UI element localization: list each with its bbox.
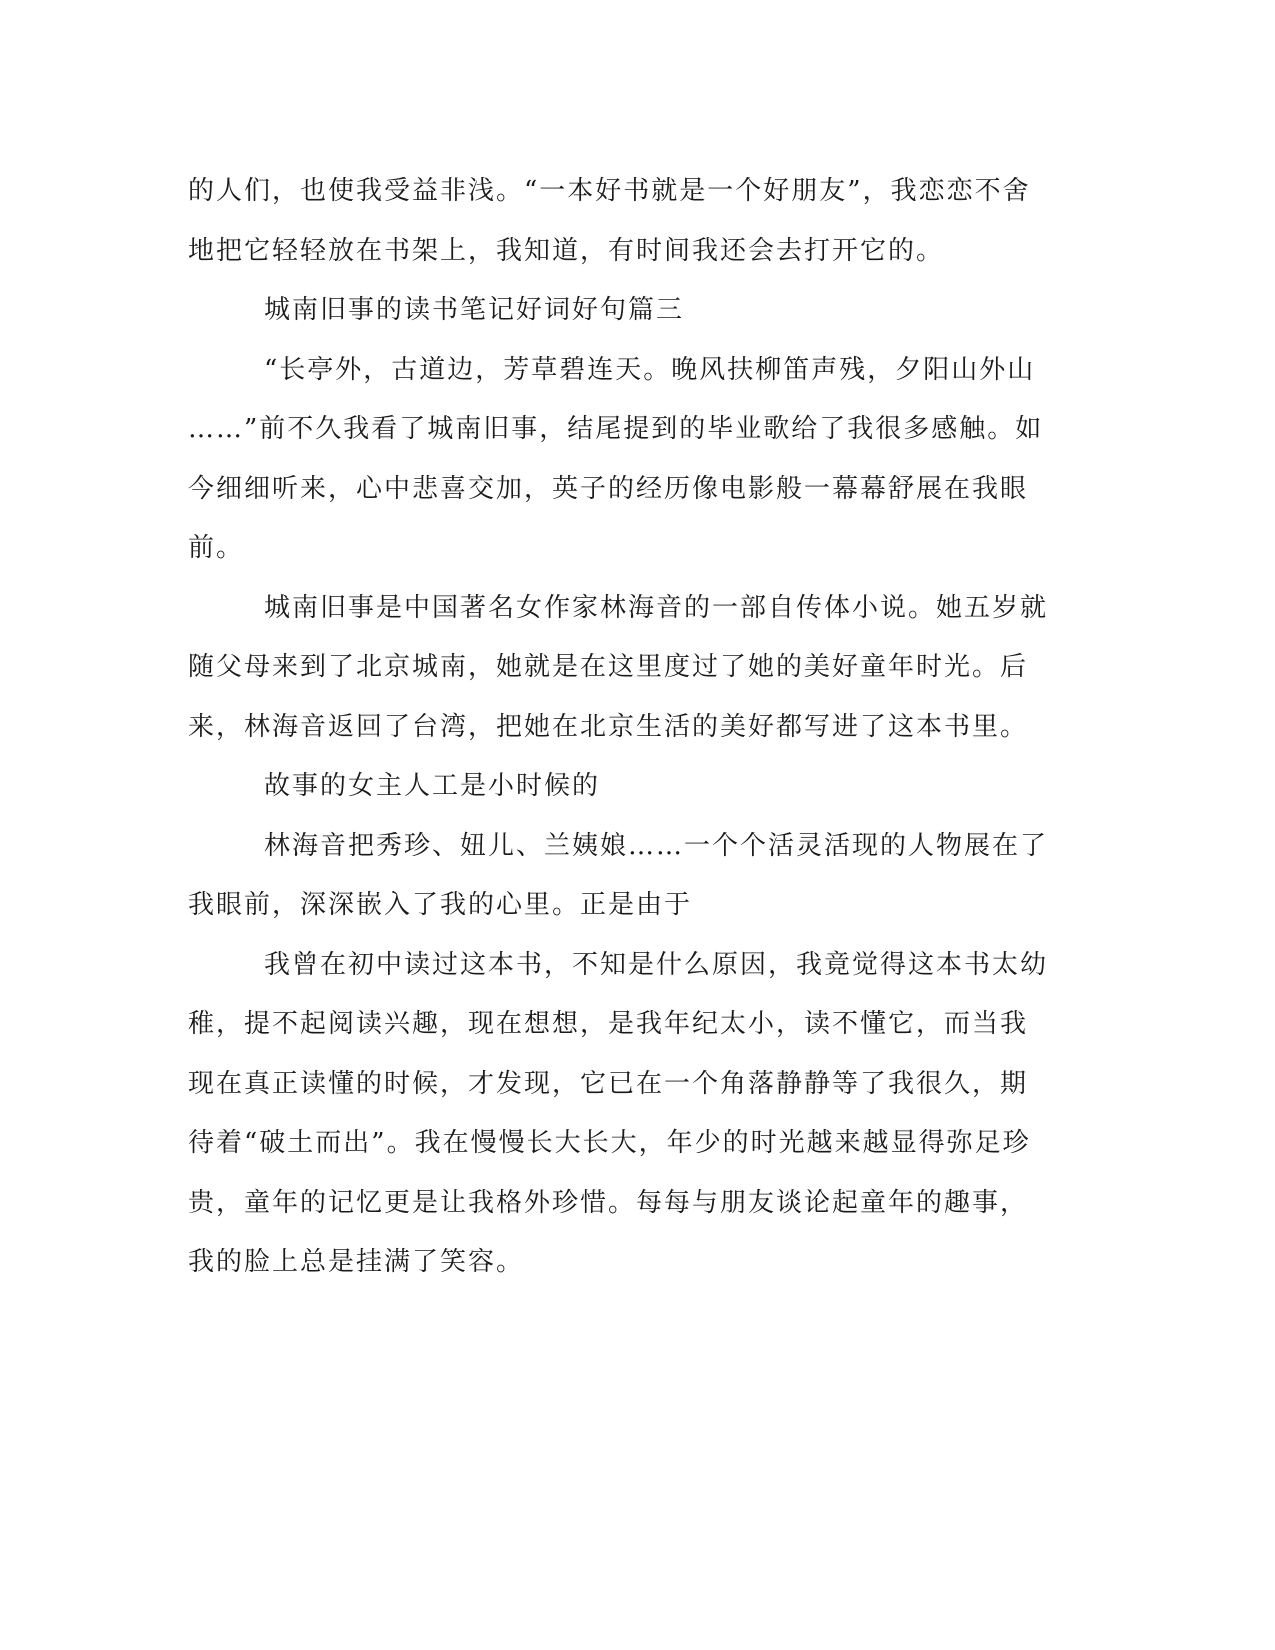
text-line: 待着“破土而出”。我在慢慢长大长大，年少的时光越来越显得弥足珍 (188, 1128, 1031, 1158)
text-line: 来，林海音返回了台湾，把她在北京生活的美好都写进了这本书里。 (188, 711, 1029, 742)
text-line: “长亭外，古道边，芳草碧连天。晚风扶柳笛声残，夕阳山外山 (264, 354, 1036, 385)
text-line: 我曾在初中读过这本书，不知是什么原因，我竟觉得这本书太幼 (264, 949, 1049, 980)
text-line: 我眼前，深深嵌入了我的心里。正是由于 (188, 890, 693, 920)
text-line: 城南旧事是中国著名女作家林海音的一部自传体小说。她五岁就 (264, 592, 1049, 623)
text-line: 的人们，也使我受益非浅。“一本好书就是一个好朋友”，我恋恋不舍 (188, 176, 1031, 206)
text-line: 地把它轻轻放在书架上，我知道，有时间我还会去打开它的。 (188, 235, 945, 266)
section-heading: 城南旧事的读书笔记好词好句篇三 (264, 295, 685, 325)
text-line: 今细细听来，心中悲喜交加，英子的经历像电影般一幕幕舒展在我眼 (188, 473, 1029, 504)
text-line: 贵，童年的记忆更是让我格外珍惜。每每与朋友谈论起童年的趣事， (188, 1187, 1029, 1218)
text-line: 故事的女主人工是小时候的 (264, 771, 601, 801)
text-line: 林海音把秀珍、妞儿、兰姨娘……一个个活灵活现的人物展在了 (264, 830, 1049, 861)
text-line: ……”前不久我看了城南旧事，结尾提到的毕业歌给了我很多感触。如 (188, 414, 1044, 444)
text-line: 前。 (188, 533, 245, 563)
text-line: 随父母来到了北京城南，她就是在这里度过了她的美好童年时光。后 (188, 652, 1029, 682)
document-body (188, 162, 1068, 1293)
text-line: 现在真正读懂的时候，才发现，它已在一个角落静静等了我很久，期 (188, 1068, 1029, 1099)
text-line: 我的脸上总是挂满了笑容。 (188, 1247, 525, 1277)
text-line: 稚，提不起阅读兴趣，现在想想，是我年纪太小，读不懂它，而当我 (188, 1009, 1029, 1039)
